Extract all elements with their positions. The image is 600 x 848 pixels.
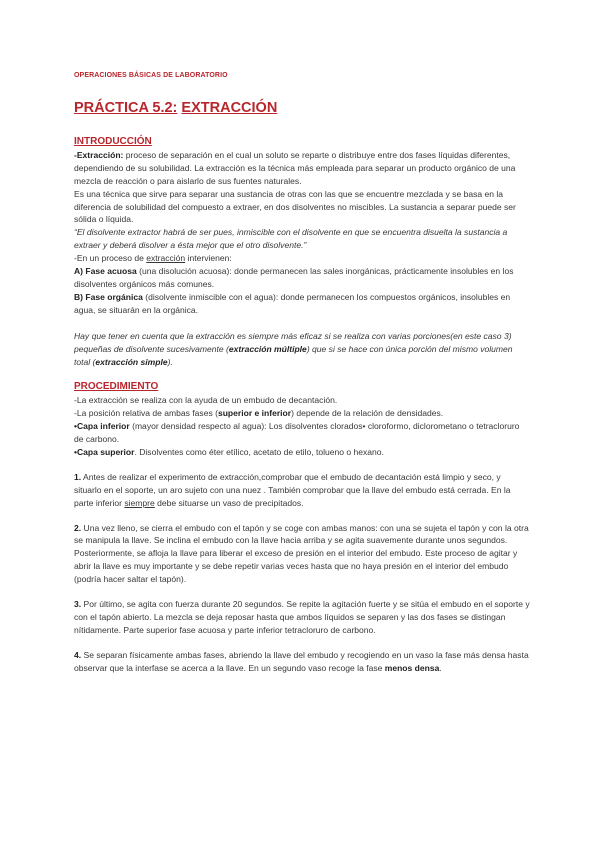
note-d: ). [167, 356, 173, 367]
step-3-number: 3. [74, 599, 82, 610]
course-header: OPERACIONES BÁSICAS DE LABORATORIO [74, 72, 228, 79]
phase-aqueous [74, 265, 530, 291]
document-body [74, 136, 530, 675]
upper-layer [74, 446, 530, 459]
intro-paragraph-1 [74, 149, 530, 188]
title-prefix: PRÁCTICA 5.2: [74, 100, 178, 116]
step-1 [74, 471, 530, 510]
note-multiple-extraction: extracción múltiple [228, 343, 307, 354]
intro-quote: “El disolvente extractor habrá de ser pues, inmiscible con el disolvente en que se encuentra disuelta la sustancia a extraer y deberá disolver a ésta mejor que el otro disolvente.” [74, 227, 508, 251]
procedure-line-2 [74, 407, 530, 420]
intro-heading: INTRODUCCIÓN [74, 136, 152, 147]
phase-organic-text: (disolvente inmiscible con el agua): donde permanecen los compuestos orgánicos, insolubles en agua, se situarán en la orgánica. [74, 291, 511, 315]
step-4 [74, 649, 530, 675]
procedure-l2-a: -La posición relativa de ambas fases ( [74, 408, 218, 419]
step-1-text-a: Antes de realizar el experimento de extracción,comprobar que el embudo de decantación está limpio y seco, y situarlo en el soporte, un aro sujeto con una nuez . También comprobar que la llave del embudo está cerrada. En la parte inferior [74, 471, 511, 508]
phase-aqueous-label: A) Fase acuosa [74, 266, 137, 277]
step-2 [74, 522, 530, 587]
step-4-text-a: Se separan físicamente ambas fases, abriendo la llave del embudo y recogiendo en un vaso la fase más densa hasta observar que la interfase se acerca a la llave. En un segundo vaso recoge la fase [74, 649, 529, 673]
intro-paragraph-1-text: proceso de separación en el cual un soluto se reparte o distribuye entre dos fases líquidas diferentes, dependiendo de su solubilidad. La extracción es la técnica más empleada para separar un producto orgánico de una mezcla de reacción o para aislarlo de sus fuentes naturales. [74, 149, 516, 186]
upper-layer-text: . Disolventes como éter etílico, acetato de etilo, tolueno o hexano. [134, 446, 384, 457]
intro-paragraph-2: Es una técnica que sirve para separar una sustancia de otras con las que se encuentre mezclada y se basa en la diferencia de solubilidad del compuesto a extraer, en dos disolventes no miscibles. La sustancia a separar puede ser sólida o líquida. [74, 188, 516, 225]
step-4-number: 4. [74, 649, 82, 660]
intro-paragraph-3 [74, 252, 530, 265]
note-a: Hay que tener en cuenta que la extracción es siempre más eficaz si se realiza con varias porciones(en este caso 3) pequeñas de disolvente sucesivamente ( [74, 330, 512, 354]
step-2-text: Una vez lleno, se cierra el embudo con el tapón y se coge con ambas manos: con una se sujeta el tapón y con la otra se manipula la llave. Se inclina el embudo con la llave hacia arriba y se agita suavemente durante unos segundos. Posteriormente, se afloja la llave para liberar el exceso de presión en el interior del embudo. Este proceso de agitar y abrir la llave es muy importante y se debe repetir varias veces hasta que no haya presión en el interior del embudo (podría hacer saltar el tapón). [74, 522, 529, 585]
step-1-underlined: siempre [124, 497, 155, 508]
note-simple-extraction: extracción simple [95, 356, 168, 367]
page-title [74, 100, 277, 116]
procedure-l2-bold: superior e inferior [217, 408, 292, 419]
step-3 [74, 598, 530, 637]
title-main: EXTRACCIÓN [181, 100, 278, 116]
step-4-text-c: . [439, 662, 442, 673]
upper-layer-label: •Capa superior [74, 446, 135, 457]
procedure-line-1: -La extracción se realiza con la ayuda de un embudo de decantación. [74, 395, 338, 406]
step-3-text: Por último, se agita con fuerza durante 20 segundos. Se repite la agitación fuerte y se sitúa el embudo en el soporte y con el tapón abierto. La mezcla se deja reposar hasta que ambos líquidos se separen y las dos fases se distingan nítidamente. Parte superior fase acuosa y parte inferior tetracloruro de carbono. [74, 599, 530, 635]
phase-aqueous-text: (una disolución acuosa): donde permanecen las sales inorgánicas, prácticamente insolubles en los disolventes orgánicos más comunes. [74, 266, 514, 289]
lower-layer-text: (mayor densidad respecto al agua): Los disolventes clorados• cloroformo, diclorometano o tetracloruro de carbono. [74, 421, 520, 445]
step-1-text-b: debe situarse un vaso de precipitados. [154, 497, 304, 508]
procedure-heading: PROCEDIMIENTO [74, 381, 159, 393]
intro-p3-b: intervienen: [185, 253, 232, 264]
phase-organic [74, 291, 530, 317]
efficiency-note [74, 330, 530, 369]
extraction-term: -Extracción: [74, 149, 124, 160]
note-c: ) que si se hace con única porción del mismo volumen total ( [74, 343, 513, 367]
procedure-l2-c: ) depende de la relación de densidades. [291, 408, 444, 419]
step-4-bold: menos densa [384, 662, 440, 673]
phase-organic-label: B) Fase orgánica [74, 291, 143, 302]
step-1-number: 1. [74, 471, 82, 482]
lower-layer [74, 420, 530, 446]
lower-layer-label: •Capa inferior [74, 421, 130, 432]
step-2-number: 2. [74, 522, 82, 533]
intro-p3-a: -En un proceso de [74, 253, 147, 264]
intro-p3-underlined: extracción [146, 253, 186, 264]
